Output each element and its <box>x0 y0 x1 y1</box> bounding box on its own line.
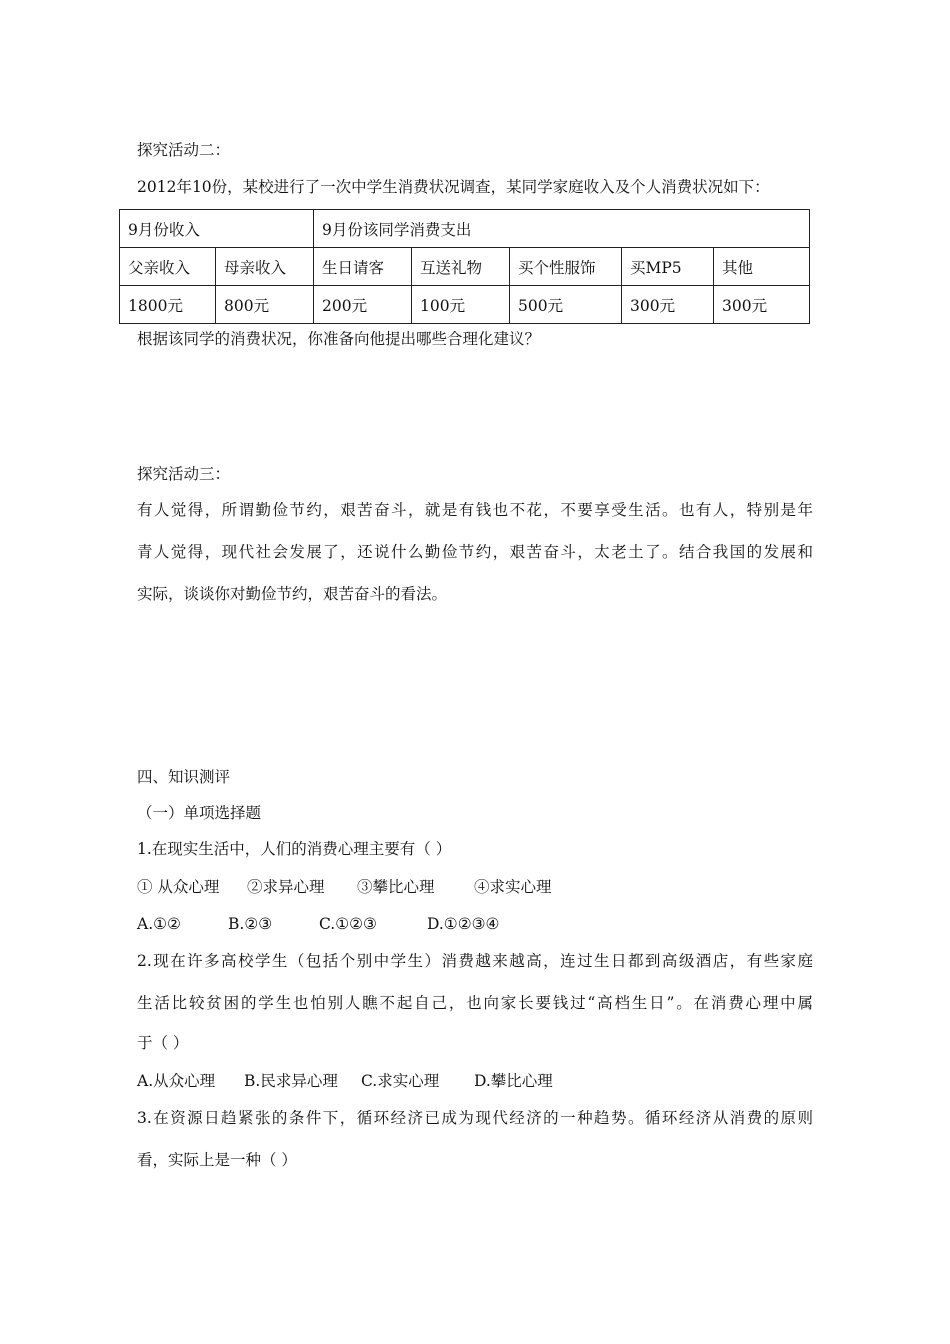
q1-item: ②求异心理 <box>247 878 325 896</box>
column-label: 父亲收入 <box>120 248 216 286</box>
q2-choice-b: B.民求异心理 <box>244 1072 338 1090</box>
table-cell: 1800元 <box>120 286 216 324</box>
q1-stem: 1.在现实生活中，人们的消费心理主要有（ ） <box>137 840 452 858</box>
q3-line-2: 看，实际上是一种（ ） <box>137 1151 297 1169</box>
q2-choice-a: A.从众心理 <box>137 1072 216 1090</box>
column-label: 母亲收入 <box>216 248 314 286</box>
activity3-line-1: 有人觉得，所谓勤俭节约，艰苦奋斗，就是有钱也不花，不要享受生活。也有人，特别是年 <box>137 501 813 519</box>
table-row <box>120 286 810 324</box>
header-spending: 9月份该同学消费支出 <box>314 210 810 248</box>
column-label: 互送礼物 <box>412 248 510 286</box>
table-cell: 800元 <box>216 286 314 324</box>
table-cell: 300元 <box>714 286 810 324</box>
activity3-line-2: 青人觉得，现代社会发展了，还说什么勤俭节约，艰苦奋斗，太老土了。结合我国的发展和 <box>137 543 813 561</box>
table-cell: 100元 <box>412 286 510 324</box>
q2-line-3: 于（ ） <box>137 1034 189 1052</box>
q2-choice-c: C.求实心理 <box>361 1072 440 1090</box>
activity3-line-3: 实际，谈谈你对勤俭节约，艰苦奋斗的看法。 <box>137 585 448 603</box>
q3-line-1: 3.在资源日趋紧张的条件下，循环经济已成为现代经济的一种趋势。循环经济从消费的原则 <box>137 1109 813 1127</box>
column-label: 买MP5 <box>622 248 714 286</box>
section4-subtitle: （一）单项选择题 <box>137 804 262 822</box>
table-cell: 300元 <box>622 286 714 324</box>
q1-item: ③攀比心理 <box>357 878 435 896</box>
table-cell: 500元 <box>510 286 622 324</box>
table-row <box>120 248 810 286</box>
q1-choice-d: D.①②③④ <box>427 915 500 933</box>
column-label: 其他 <box>714 248 810 286</box>
q1-choice-c: C.①②③ <box>319 915 377 933</box>
q1-choice-b: B.②③ <box>228 915 273 933</box>
income-spending-table <box>119 209 810 324</box>
table-header-row <box>120 210 810 248</box>
section4-title: 四、知识测评 <box>137 768 231 786</box>
q1-item: ④求实心理 <box>474 878 552 896</box>
header-income: 9月份收入 <box>120 210 314 248</box>
q1-item: ① 从众心理 <box>137 878 220 896</box>
table-cell: 200元 <box>314 286 412 324</box>
activity2-title: 探究活动二： <box>137 141 231 159</box>
q2-line-2: 生活比较贫困的学生也怕别人瞧不起自己，也向家长要钱过“高档生日”。在消费心理中属 <box>137 994 813 1012</box>
q2-choice-d: D.攀比心理 <box>474 1072 553 1090</box>
q1-choice-a: A.①② <box>137 915 181 933</box>
q2-line-1: 2.现在许多高校学生（包括个别中学生）消费越来越高，连过生日都到高级酒店，有些家庭 <box>137 952 813 970</box>
activity2-question: 根据该同学的消费状况，你准备向他提出哪些合理化建议？ <box>137 330 541 348</box>
column-label: 买个性服饰 <box>510 248 622 286</box>
activity2-intro: 2012年10份，某校进行了一次中学生消费状况调查，某同学家庭收入及个人消费状况如下： <box>137 178 770 196</box>
activity3-title: 探究活动三： <box>137 465 231 483</box>
column-label: 生日请客 <box>314 248 412 286</box>
